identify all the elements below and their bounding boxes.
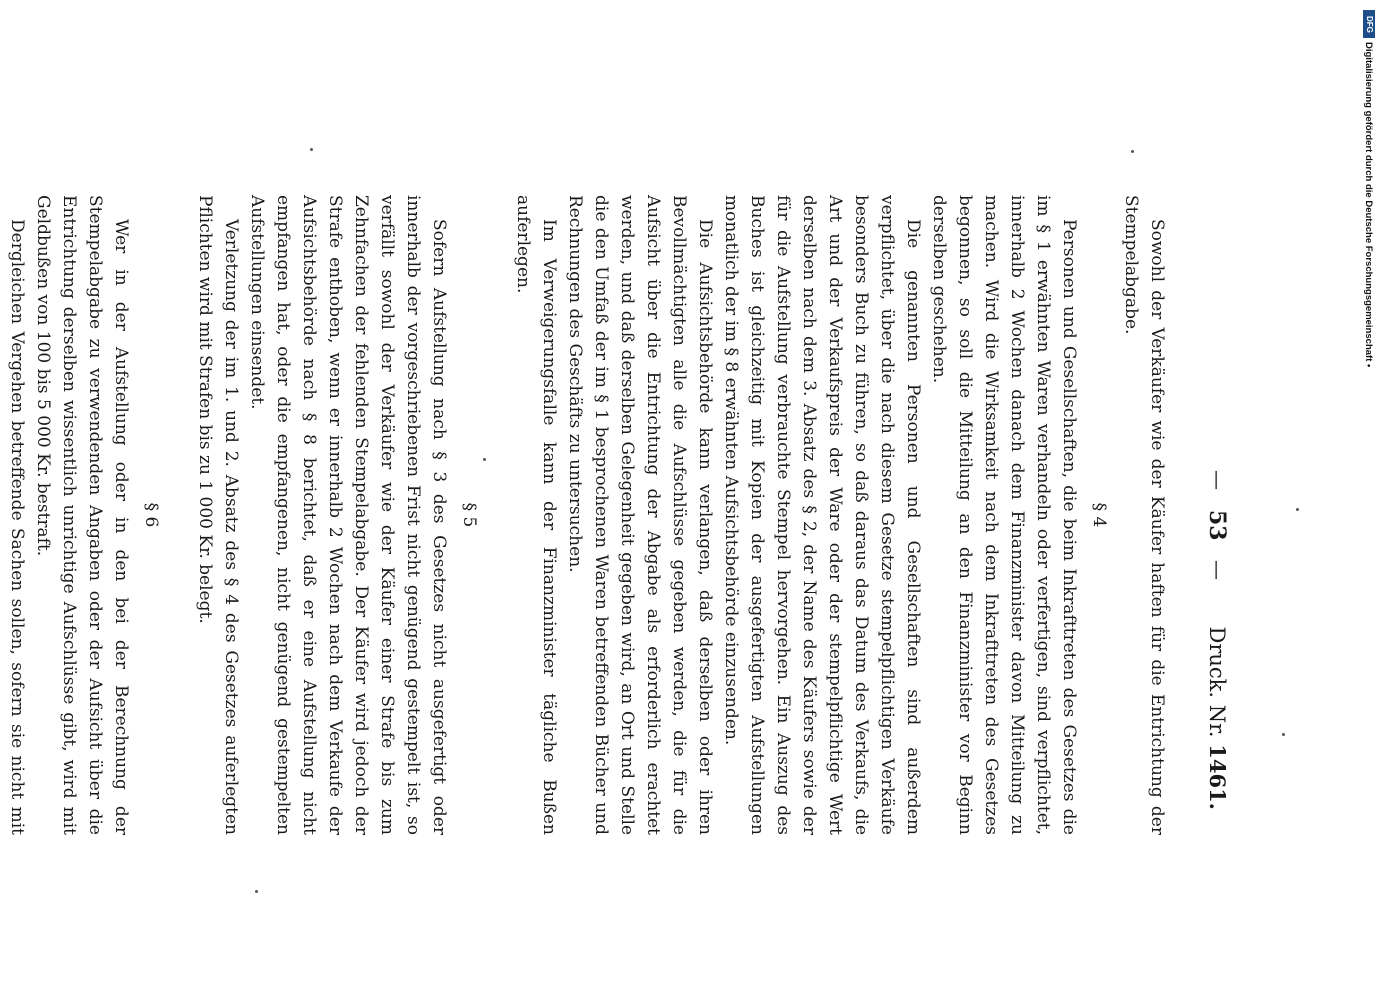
doc-ref-prefix: Druck. Nr.	[1205, 626, 1229, 738]
doc-ref-number: 1461.	[1205, 744, 1230, 810]
section-5	[192, 195, 482, 835]
header-dash-left: —	[1206, 470, 1230, 490]
digitization-credit	[1346, 8, 1376, 400]
scan-speck	[310, 148, 313, 151]
document-reference	[1205, 627, 1230, 810]
page-number: 53	[1204, 510, 1230, 541]
scan-speck	[1131, 150, 1134, 153]
paragraph: Personen und Gesellschaften, die beim Inkrafttreten des Gesetzes die im § 1 erwähnten Waren verhandeln oder verfertigen, sind verpflichtet, innerhalb 2 Wochen danach dem Finanzminister davon Mitteilung zu machen. Wird die Wirksamkeit nach dem Inkrafttreten des Gesetzes begonnen, so soll die Mitteilung an den Finanzminister vor Beginn derselben geschehen.	[929, 195, 1079, 835]
paragraph: Im Verweigerungsfalle kann der Finanzminister tägliche Bußen auferlegen.	[513, 195, 559, 835]
document-body	[0, 195, 1170, 835]
paragraph: Wer in der Aufstellung oder in den bei der Berechnung der Stempelabgabe zu verwendenden Angaben oder der Aufsicht über die Entrichtung derselben wissentlich unrichtige Aufschlüsse gibt, wird mit Geldbußen von 100 bis 5 000 Kr. bestraft.	[33, 195, 131, 835]
section-heading: § 4	[1089, 502, 1109, 528]
scan-speck	[1296, 508, 1299, 511]
section-heading: § 5	[459, 502, 479, 528]
dfg-logo: DFG	[1363, 10, 1375, 38]
section-4	[510, 195, 1112, 835]
section-heading: § 6	[141, 502, 161, 528]
paragraph: Verletzung der im 1. und 2. Absatz des § 4 des Gesetzes auferlegten Pflichten wird mit Strafen bis zu 1 000 Kr. belegt.	[195, 195, 241, 835]
paragraph: Die genannten Personen und Gesellschaften sind außerdem verpflichtet, über die nach diesem Gesetze stempelpflichtigen Verkäufe besonders Buch zu führen, so daß daraus das Datum des Verkaufs, die Art und der Verkaufspreis der Ware oder der stempelpflichtige Wert derselben nach dem 3. Absatz des § 2, der Name des Käufers sowie der für die Aufstellung verbrauchte Stempel hervorgehen. Ein Auszug des Buches ist gleichzeitig mit Kopien der ausgefertigten Aufstellungen monatlich der im § 8 erwähnten Aufsichtsbehörde einzusenden.	[721, 195, 923, 835]
paragraph: Dergleichen Vergehen betreffende Sachen sollen, sofern sie nicht mit	[7, 219, 27, 835]
scanned-page	[7, 150, 1240, 850]
section-6	[0, 195, 164, 835]
credit-text: Digitalisierung gefördert durch die Deutsche Forschungsgemeinschaft •	[1363, 42, 1374, 368]
scan-speck	[1282, 733, 1285, 736]
header-dash-right: —	[1206, 560, 1230, 580]
paragraph: Sofern Aufstellung nach § 3 des Gesetzes nicht ausgefertigt oder innerhalb der vorgeschriebenen Frist nicht genügend gestempelt ist, so verfällt sowohl der Verkäufer wie der Käufer einer Strafe bis zum Zehnfachen der fehlenden Stempelabgabe. Der Käufer wird jedoch der Strafe enthoben, wenn er innerhalb 2 Wochen nach dem Verkaufe der Aufsichtsbehörde nach § 8 berichtet, daß er eine Aufstellung nicht empfangen hat, oder die empfangenen, nicht genügend gestempelten Aufstellungen einsendet.	[247, 195, 449, 835]
scan-speck	[483, 458, 486, 461]
page-header	[1190, 150, 1230, 850]
paragraph: Die Aufsichtsbehörde kann verlangen, daß derselben oder ihren Bevollmächtigten alle die Aufschlüsse gegeben werden, die für die Aufsicht über die Entrichtung der Abgabe als erforderlich erachtet werden, und daß derselben Gelegenheit gegeben wird, an Ort und Stelle die den Umfaß der im § 1 besprochenen Waren betreffenden Bücher und Rechnungen des Geschäfts zu untersuchen.	[565, 195, 715, 835]
scan-speck	[255, 890, 258, 893]
intro-paragraph: Sowohl der Verkäufer wie der Käufer haften für die Entrichtung der Stempelabgabe.	[1121, 195, 1167, 835]
